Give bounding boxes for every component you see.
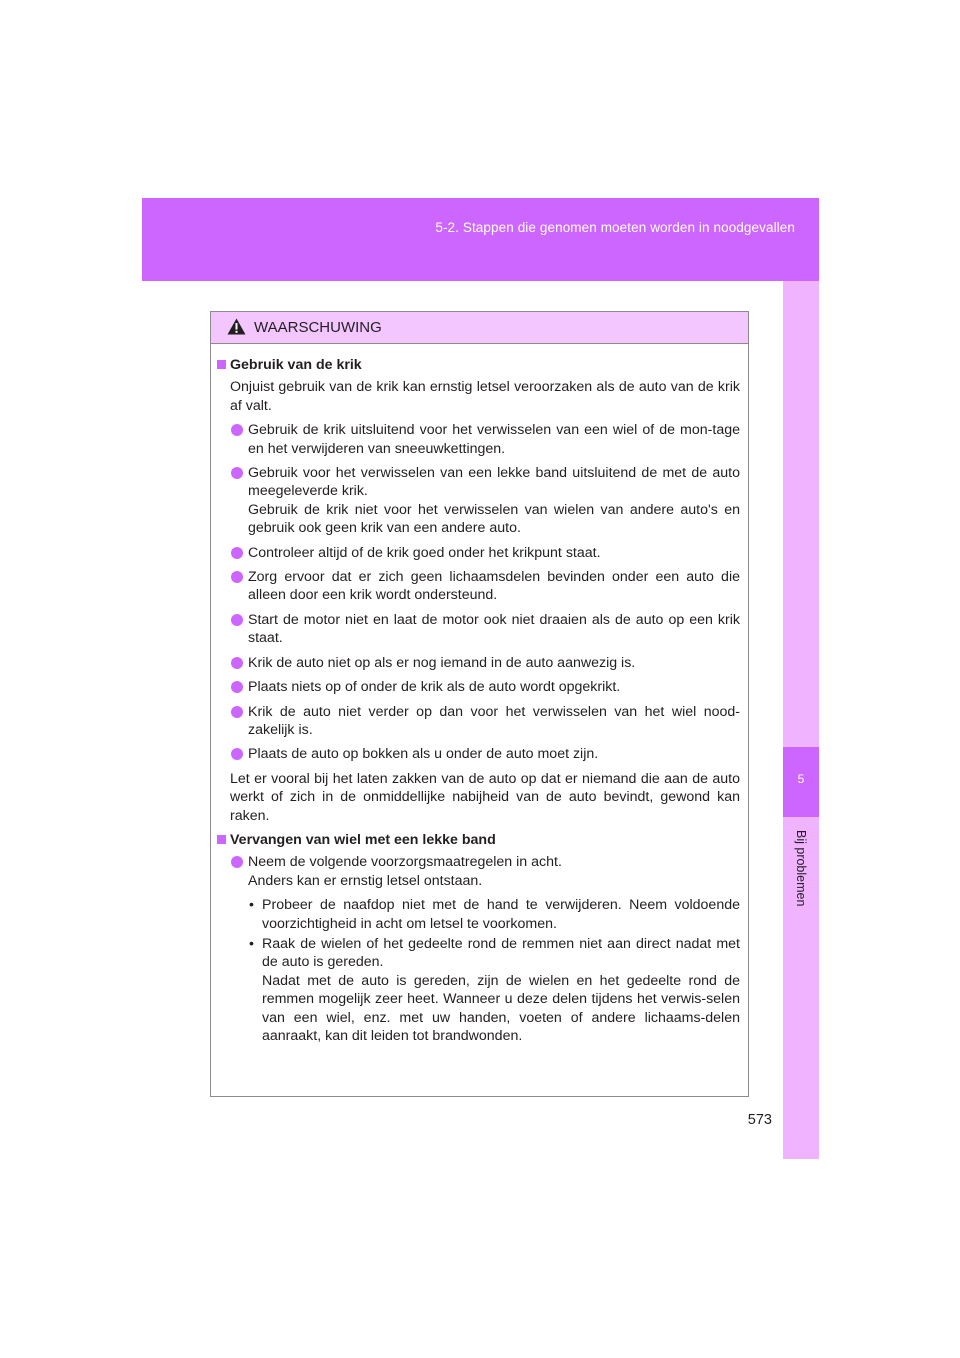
chapter-number: 5	[797, 772, 805, 786]
circle-bullet-icon	[231, 681, 243, 693]
chapter-label: Bij problemen	[794, 830, 808, 907]
list-item	[217, 464, 740, 538]
list-item-text: Krik de auto niet verder op dan voor het verwisselen van het wiel nood-zakelijk is.	[248, 703, 740, 738]
list-item-text: Neem de volgende voorzorgsmaatregelen in acht.	[248, 854, 562, 871]
list-item-text: Gebruik voor het verwisselen van een lekke band uitsluitend de met de auto meegeleverde krik.	[248, 465, 740, 500]
list-item	[217, 703, 740, 740]
list-item-text: Krik de auto niet op als er nog iemand in de auto aanwezig is.	[248, 654, 636, 671]
list-item	[217, 853, 740, 890]
circle-bullet-icon	[231, 614, 243, 626]
sub-list-item-text: Raak de wielen of het gedeelte rond de remmen niet aan direct nadat met de auto is gereden.	[262, 935, 740, 971]
small-bullet-icon: •	[249, 897, 254, 914]
list-item	[217, 678, 740, 696]
paragraph: Onjuist gebruik van de krik kan ernstig letsel veroorzaken als de auto van de krik af valt.	[230, 379, 740, 414]
warning-title: WAARSCHUWING	[254, 319, 382, 336]
warning-header	[211, 312, 748, 344]
circle-bullet-icon	[231, 657, 243, 669]
breadcrumb: 5-2. Stappen die genomen moeten worden in noodgevallen	[435, 220, 795, 235]
small-bullet-icon: •	[249, 935, 254, 952]
circle-bullet-icon	[231, 706, 243, 718]
square-bullet-icon	[217, 360, 226, 369]
section-heading-text: Vervangen van wiel met een lekke band	[230, 831, 496, 848]
circle-bullet-icon	[231, 467, 243, 479]
section-heading	[217, 831, 740, 849]
warning-box	[210, 311, 749, 1097]
list-item	[217, 421, 740, 458]
list-item-text: Gebruik de krik niet voor het verwisselen van wielen van andere auto's en gebruik ook geen krik van een andere auto.	[248, 501, 740, 537]
section-heading	[217, 356, 740, 374]
list-item	[217, 544, 740, 562]
list-item-text: Plaats niets op of onder de krik als de auto wordt opgekrikt.	[248, 679, 621, 696]
list-item-text: Gebruik de krik uitsluitend voor het verwisselen van een wiel of de mon-tage en het verwijderen van sneeuwkettingen.	[248, 422, 740, 457]
sub-list-item-text: Probeer de naafdop niet met de hand te verwijderen. Neem voldoende voorzichtigheid in acht om letsel te voorkomen.	[262, 897, 740, 932]
warning-body	[211, 344, 748, 1045]
circle-bullet-icon	[231, 856, 243, 868]
paragraph: Let er vooral bij het laten zakken van de auto op dat er niemand die aan de auto werkt of zich in de onmiddellijke nabijheid van de auto bevindt, gewond kan raken.	[230, 770, 740, 824]
list-item-text: Start de motor niet en laat de motor ook niet draaien als de auto op een krik staat.	[248, 611, 740, 647]
list-item-text: Anders kan er ernstig letsel ontstaan.	[248, 872, 483, 889]
list-item-text: Controleer altijd of de krik goed onder het krikpunt staat.	[248, 544, 601, 561]
circle-bullet-icon	[231, 424, 243, 436]
list-item	[217, 611, 740, 648]
circle-bullet-icon	[231, 547, 243, 559]
chapter-side-tab	[783, 281, 819, 1159]
list-item	[217, 654, 740, 672]
warning-triangle-icon	[227, 318, 246, 335]
list-item-text: Plaats de auto op bokken als u onder de auto moet zijn.	[248, 746, 599, 763]
square-bullet-icon	[217, 835, 226, 844]
list-item	[217, 745, 740, 763]
list-item-text: Zorg ervoor dat er zich geen lichaamsdelen bevinden onder een auto die alleen door een krik wordt ondersteund.	[248, 569, 740, 604]
sub-list-item	[217, 896, 740, 933]
list-item	[217, 568, 740, 605]
header-band	[142, 198, 819, 281]
chapter-label-container	[783, 830, 819, 930]
circle-bullet-icon	[231, 571, 243, 583]
page-number: 573	[747, 1112, 772, 1128]
sub-list-item-text: Nadat met de auto is gereden, zijn de wielen en het gedeelte rond de remmen mogelijk zeer heet. Wanneer u deze delen tijdens het verwis-selen van een wiel, enz. met uw handen, voeten of andere lichaams-delen aanraakt, kan dit leiden tot brandwonden.	[262, 972, 740, 1044]
sub-list-item	[217, 935, 740, 1045]
section-heading-text: Gebruik van de krik	[230, 357, 362, 373]
circle-bullet-icon	[231, 748, 243, 760]
